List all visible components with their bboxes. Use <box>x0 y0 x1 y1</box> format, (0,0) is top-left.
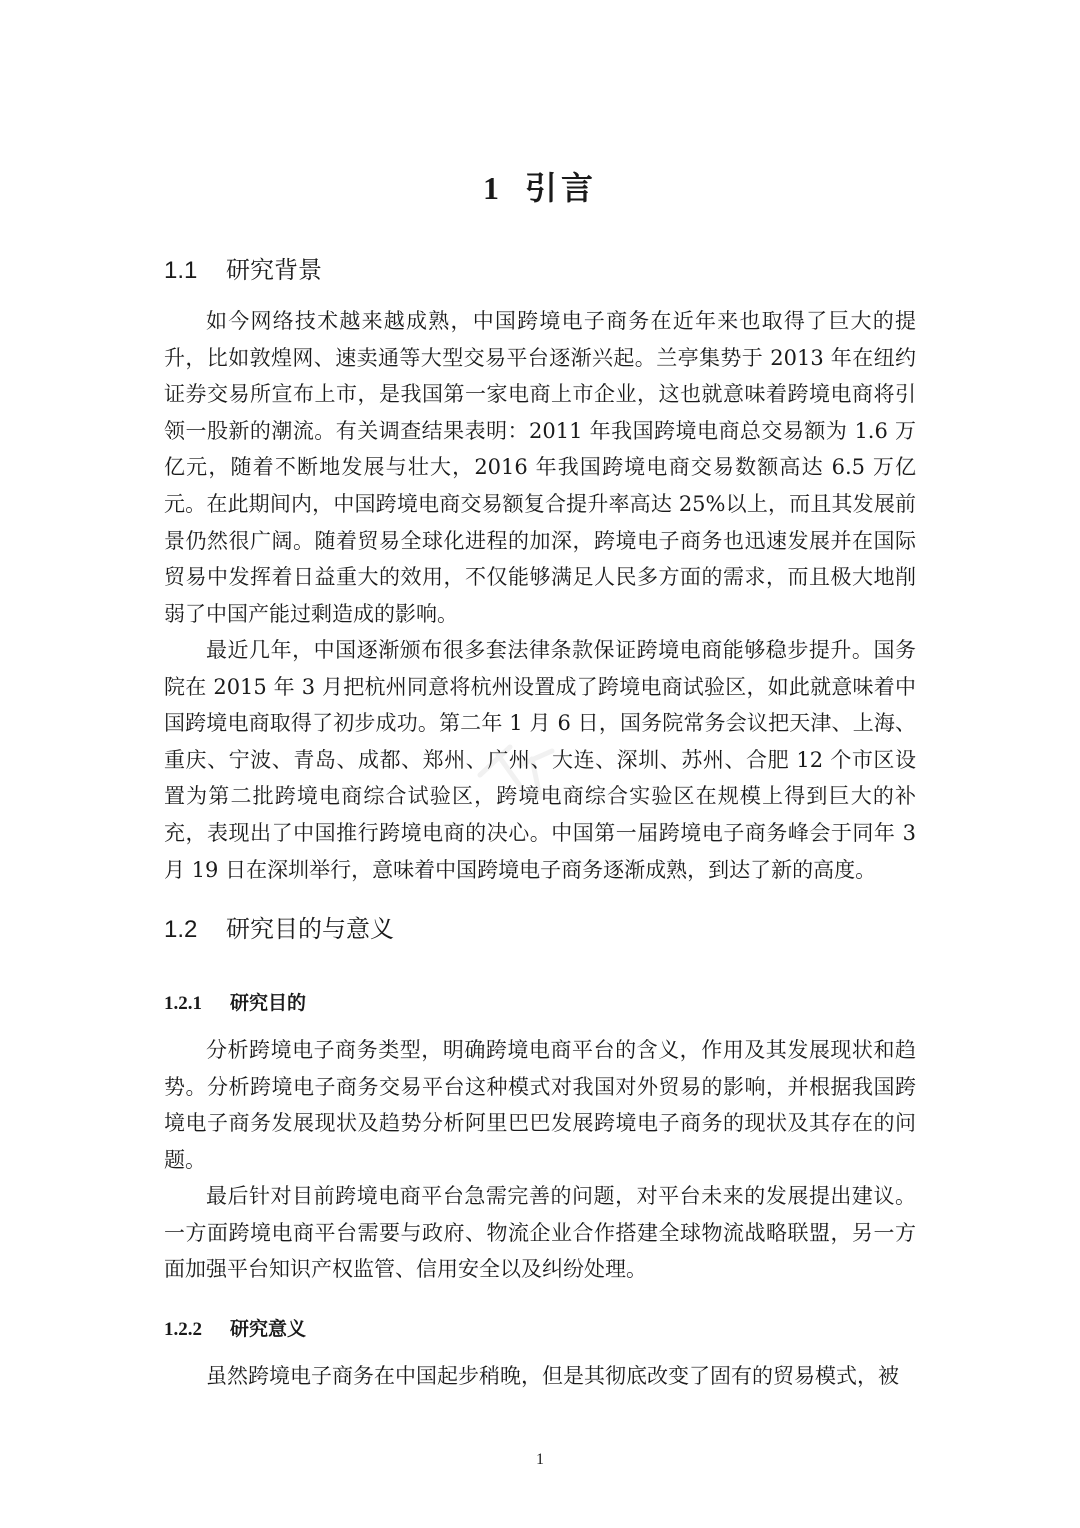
section-number: 1.2 <box>164 916 198 943</box>
paragraph-background-2: 最近几年，中国逐渐颁布很多套法律条款保证跨境电商能够稳步提升。国务院在 2015 年 3 月把杭州同意将杭州设置成了跨境电商试验区，如此就意味着中国跨境电商取得了初步成功。第二年 1 月 6 日，国务院常务会议把天津、上海、重庆、宁波、青岛、成都、郑州、广州、大连、深圳、苏州、合肥 12 个市区设置为第二批跨境电商综合试验区，跨境电商综合实验区在规模上得到巨大的补充，表现出了中国推行跨境电商的决心。中国第一届跨境电子商务峰会于同年 3 月 19 日在深圳举行，意味着中国跨境电子商务逐渐成熟，到达了新的高度。 <box>164 638 916 882</box>
chapter-title-text: 引言 <box>524 169 597 207</box>
section-title: 研究目的与意义 <box>226 915 394 943</box>
subsection-heading-1-2-2 <box>164 1315 306 1344</box>
paragraph-background-1: 如今网络技术越来越成熟，中国跨境电子商务在近年来也取得了巨大的提升，比如敦煌网、速卖通等大型交易平台逐渐兴起。兰亭集势于 2013 年在纽约证券交易所宣布上市，是我国第一家电商上市企业，这也就意味着跨境电商将引领一股新的潮流。有关调查结果表明：2011 年我国跨境电商总交易额为 1.6 万亿元，随着不断地发展与壮大，2016 年我国跨境电商交易数额高达 6.5 万亿元。在此期间内，中国跨境电商交易额复合提升率高达 25%以上，而且其发展前景仍然很广阔。随着贸易全球化进程的加深，跨境电子商务也迅速发展并在国际贸易中发挥着日益重大的效用，不仅能够满足人民多方面的需求，而且极大地削弱了中国产能过剩造成的影响。 <box>164 309 916 626</box>
subsection-title: 研究目的 <box>230 992 307 1014</box>
section-heading-1-1 <box>164 254 322 287</box>
section-heading-1-2 <box>164 913 394 946</box>
chapter-title <box>0 163 1080 209</box>
subsection-title: 研究意义 <box>230 1318 307 1340</box>
watermark-logo-icon <box>470 735 560 805</box>
subsection-heading-1-2-1 <box>164 989 306 1018</box>
subsection-number: 1.2.1 <box>164 993 202 1014</box>
chapter-number: 1 <box>482 170 503 206</box>
paragraph-significance-1: 虽然跨境电子商务在中国起步稍晚，但是其彻底改变了固有的贸易模式，被 <box>206 1364 899 1388</box>
subsection-number: 1.2.2 <box>164 1319 202 1340</box>
paragraph-purpose-1: 分析跨境电子商务类型，明确跨境电商平台的含义，作用及其发展现状和趋势。分析跨境电子商务交易平台这种模式对我国对外贸易的影响，并根据我国跨境电子商务发展现状及趋势分析阿里巴巴发展跨境电子商务的现状及其存在的问题。 <box>164 1038 916 1172</box>
section-title: 研究背景 <box>226 256 322 284</box>
paragraph-purpose-2: 最后针对目前跨境电商平台急需完善的问题，对平台未来的发展提出建议。一方面跨境电商平台需要与政府、物流企业合作搭建全球物流战略联盟，另一方面加强平台知识产权监管、信用安全以及纠纷处理。 <box>164 1184 916 1282</box>
section-number: 1.1 <box>164 257 198 284</box>
page-number: 1 <box>536 1451 544 1468</box>
